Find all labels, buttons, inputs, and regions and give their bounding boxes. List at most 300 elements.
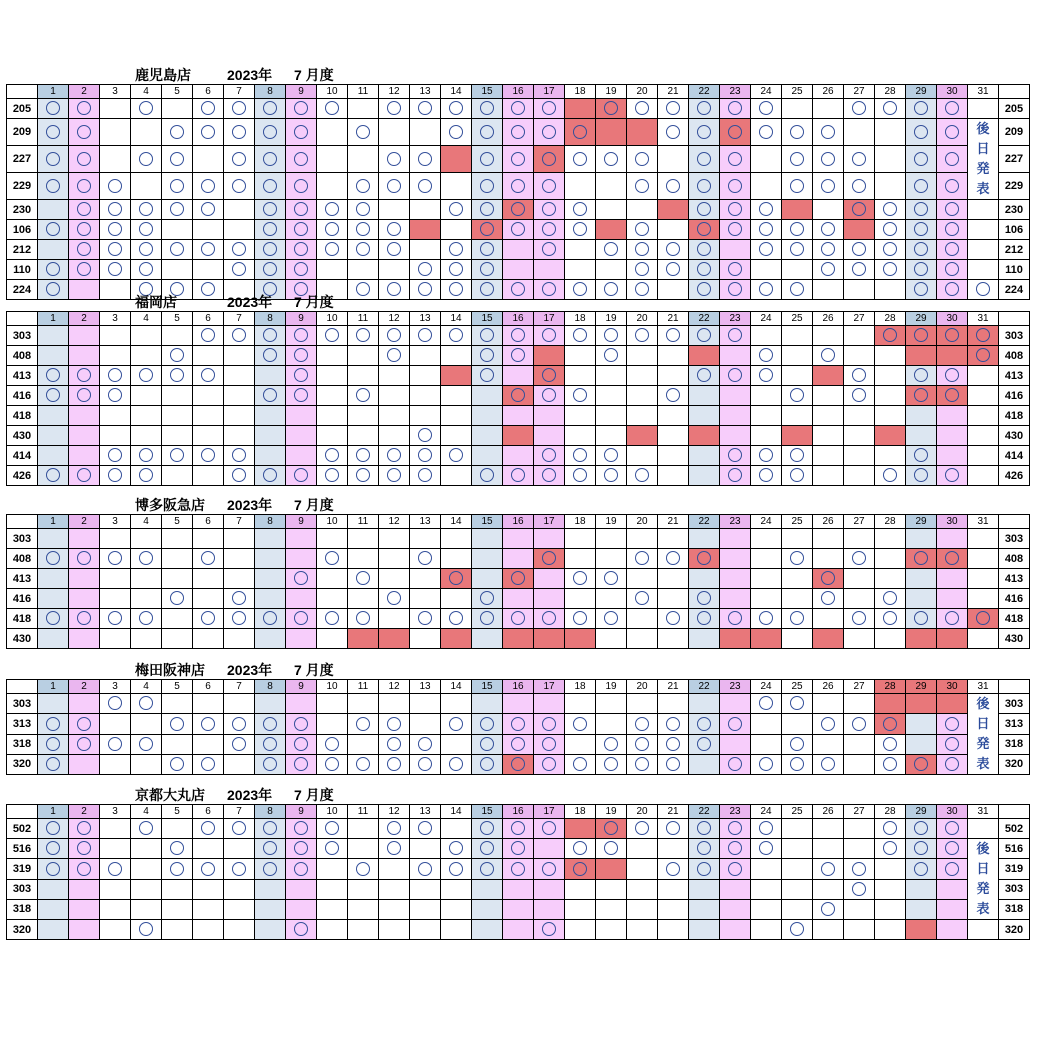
- day-cell[interactable]: [317, 326, 348, 346]
- day-cell[interactable]: [813, 899, 844, 919]
- day-cell[interactable]: [565, 173, 596, 200]
- day-cell[interactable]: [69, 466, 100, 486]
- day-cell[interactable]: [813, 446, 844, 466]
- day-cell[interactable]: [534, 549, 565, 569]
- day-cell[interactable]: [503, 326, 534, 346]
- day-cell[interactable]: [162, 200, 193, 220]
- day-cell[interactable]: [472, 240, 503, 260]
- day-cell[interactable]: [813, 466, 844, 486]
- day-cell[interactable]: [348, 240, 379, 260]
- day-cell[interactable]: [162, 260, 193, 280]
- day-cell[interactable]: [875, 899, 906, 919]
- day-cell[interactable]: [441, 754, 472, 774]
- day-cell[interactable]: [162, 734, 193, 754]
- day-cell[interactable]: [906, 406, 937, 426]
- day-cell[interactable]: [441, 366, 472, 386]
- day-cell[interactable]: [627, 173, 658, 200]
- day-cell[interactable]: [906, 859, 937, 879]
- day-cell[interactable]: [131, 819, 162, 839]
- day-cell[interactable]: [813, 173, 844, 200]
- day-cell[interactable]: [286, 466, 317, 486]
- day-cell[interactable]: [503, 754, 534, 774]
- day-cell[interactable]: [100, 426, 131, 446]
- day-cell[interactable]: [162, 346, 193, 366]
- day-cell[interactable]: [658, 859, 689, 879]
- day-cell[interactable]: [782, 589, 813, 609]
- day-cell[interactable]: [689, 734, 720, 754]
- day-cell[interactable]: [968, 629, 999, 649]
- day-cell[interactable]: [317, 734, 348, 754]
- day-cell[interactable]: [844, 326, 875, 346]
- day-cell[interactable]: [286, 609, 317, 629]
- day-cell[interactable]: [255, 734, 286, 754]
- day-cell[interactable]: [348, 260, 379, 280]
- day-cell[interactable]: [286, 260, 317, 280]
- day-cell[interactable]: [100, 280, 131, 300]
- day-cell[interactable]: [131, 529, 162, 549]
- day-cell[interactable]: [38, 119, 69, 146]
- day-cell[interactable]: [379, 899, 410, 919]
- day-cell[interactable]: [379, 99, 410, 119]
- day-cell[interactable]: [968, 386, 999, 406]
- day-cell[interactable]: [286, 346, 317, 366]
- day-cell[interactable]: [69, 200, 100, 220]
- day-cell[interactable]: [69, 386, 100, 406]
- day-cell[interactable]: [689, 366, 720, 386]
- day-cell[interactable]: [348, 629, 379, 649]
- day-cell[interactable]: [627, 754, 658, 774]
- day-cell[interactable]: [658, 146, 689, 173]
- day-cell[interactable]: [224, 549, 255, 569]
- day-cell[interactable]: [875, 694, 906, 714]
- day-cell[interactable]: [224, 240, 255, 260]
- day-cell[interactable]: [596, 879, 627, 899]
- day-cell[interactable]: [720, 589, 751, 609]
- day-cell[interactable]: [689, 200, 720, 220]
- day-cell[interactable]: [968, 819, 999, 839]
- day-cell[interactable]: [410, 734, 441, 754]
- day-cell[interactable]: [441, 240, 472, 260]
- day-cell[interactable]: [410, 629, 441, 649]
- day-cell[interactable]: [100, 200, 131, 220]
- day-cell[interactable]: [937, 220, 968, 240]
- day-cell[interactable]: [658, 734, 689, 754]
- day-cell[interactable]: [100, 99, 131, 119]
- day-cell[interactable]: [379, 609, 410, 629]
- day-cell[interactable]: [844, 629, 875, 649]
- day-cell[interactable]: [751, 220, 782, 240]
- day-cell[interactable]: [410, 529, 441, 549]
- day-cell[interactable]: [534, 406, 565, 426]
- day-cell[interactable]: [503, 839, 534, 859]
- day-cell[interactable]: [844, 366, 875, 386]
- day-cell[interactable]: [441, 569, 472, 589]
- day-cell[interactable]: [875, 920, 906, 940]
- day-cell[interactable]: [813, 694, 844, 714]
- day-cell[interactable]: [441, 819, 472, 839]
- day-cell[interactable]: [906, 119, 937, 146]
- day-cell[interactable]: [38, 220, 69, 240]
- day-cell[interactable]: [317, 466, 348, 486]
- day-cell[interactable]: [906, 173, 937, 200]
- day-cell[interactable]: [255, 119, 286, 146]
- day-cell[interactable]: [69, 899, 100, 919]
- day-cell[interactable]: [937, 859, 968, 879]
- day-cell[interactable]: [255, 859, 286, 879]
- day-cell[interactable]: [503, 280, 534, 300]
- day-cell[interactable]: [193, 734, 224, 754]
- day-cell[interactable]: [689, 406, 720, 426]
- day-cell[interactable]: [131, 240, 162, 260]
- day-cell[interactable]: [534, 589, 565, 609]
- day-cell[interactable]: [69, 629, 100, 649]
- day-cell[interactable]: [162, 819, 193, 839]
- day-cell[interactable]: [348, 386, 379, 406]
- day-cell[interactable]: [38, 406, 69, 426]
- day-cell[interactable]: [193, 899, 224, 919]
- day-cell[interactable]: [224, 200, 255, 220]
- day-cell[interactable]: [348, 426, 379, 446]
- day-cell[interactable]: [565, 466, 596, 486]
- day-cell[interactable]: [627, 99, 658, 119]
- day-cell[interactable]: [937, 694, 968, 714]
- day-cell[interactable]: [782, 200, 813, 220]
- day-cell[interactable]: [596, 200, 627, 220]
- day-cell[interactable]: [472, 549, 503, 569]
- day-cell[interactable]: [162, 446, 193, 466]
- day-cell[interactable]: [937, 346, 968, 366]
- day-cell[interactable]: [906, 629, 937, 649]
- day-cell[interactable]: [937, 879, 968, 899]
- day-cell[interactable]: [937, 920, 968, 940]
- day-cell[interactable]: [658, 220, 689, 240]
- day-cell[interactable]: [441, 220, 472, 240]
- day-cell[interactable]: [565, 714, 596, 734]
- day-cell[interactable]: [317, 529, 348, 549]
- day-cell[interactable]: [410, 260, 441, 280]
- day-cell[interactable]: [131, 406, 162, 426]
- day-cell[interactable]: [596, 326, 627, 346]
- day-cell[interactable]: [100, 754, 131, 774]
- day-cell[interactable]: [906, 879, 937, 899]
- day-cell[interactable]: [534, 99, 565, 119]
- day-cell[interactable]: [286, 859, 317, 879]
- day-cell[interactable]: [565, 119, 596, 146]
- day-cell[interactable]: [38, 714, 69, 734]
- day-cell[interactable]: [69, 754, 100, 774]
- day-cell[interactable]: [751, 466, 782, 486]
- day-cell[interactable]: [720, 220, 751, 240]
- day-cell[interactable]: [410, 240, 441, 260]
- day-cell[interactable]: [317, 406, 348, 426]
- day-cell[interactable]: [782, 119, 813, 146]
- day-cell[interactable]: [658, 899, 689, 919]
- day-cell[interactable]: [193, 280, 224, 300]
- day-cell[interactable]: [813, 859, 844, 879]
- day-cell[interactable]: [937, 426, 968, 446]
- day-cell[interactable]: [379, 346, 410, 366]
- day-cell[interactable]: [472, 569, 503, 589]
- day-cell[interactable]: [441, 879, 472, 899]
- day-cell[interactable]: [379, 839, 410, 859]
- day-cell[interactable]: [658, 173, 689, 200]
- day-cell[interactable]: [503, 146, 534, 173]
- day-cell[interactable]: [627, 240, 658, 260]
- day-cell[interactable]: [906, 326, 937, 346]
- day-cell[interactable]: [751, 734, 782, 754]
- day-cell[interactable]: [782, 754, 813, 774]
- day-cell[interactable]: [968, 609, 999, 629]
- day-cell[interactable]: [751, 609, 782, 629]
- day-cell[interactable]: [875, 754, 906, 774]
- day-cell[interactable]: [472, 99, 503, 119]
- day-cell[interactable]: [410, 466, 441, 486]
- day-cell[interactable]: [348, 589, 379, 609]
- day-cell[interactable]: [689, 426, 720, 446]
- day-cell[interactable]: [69, 220, 100, 240]
- day-cell[interactable]: [255, 609, 286, 629]
- day-cell[interactable]: [968, 346, 999, 366]
- day-cell[interactable]: [751, 386, 782, 406]
- day-cell[interactable]: [38, 346, 69, 366]
- day-cell[interactable]: [131, 714, 162, 734]
- day-cell[interactable]: [162, 694, 193, 714]
- day-cell[interactable]: [410, 200, 441, 220]
- day-cell[interactable]: [162, 714, 193, 734]
- day-cell[interactable]: [503, 879, 534, 899]
- day-cell[interactable]: [255, 714, 286, 734]
- day-cell[interactable]: [503, 426, 534, 446]
- day-cell[interactable]: [720, 466, 751, 486]
- day-cell[interactable]: [317, 609, 348, 629]
- day-cell[interactable]: [751, 754, 782, 774]
- day-cell[interactable]: [813, 366, 844, 386]
- day-cell[interactable]: [658, 529, 689, 549]
- day-cell[interactable]: [596, 173, 627, 200]
- day-cell[interactable]: [565, 326, 596, 346]
- day-cell[interactable]: [162, 609, 193, 629]
- day-cell[interactable]: [751, 714, 782, 734]
- day-cell[interactable]: [658, 920, 689, 940]
- day-cell[interactable]: [317, 879, 348, 899]
- day-cell[interactable]: [720, 200, 751, 220]
- day-cell[interactable]: [813, 714, 844, 734]
- day-cell[interactable]: [627, 589, 658, 609]
- day-cell[interactable]: [875, 119, 906, 146]
- day-cell[interactable]: [720, 529, 751, 549]
- day-cell[interactable]: [69, 260, 100, 280]
- day-cell[interactable]: [348, 200, 379, 220]
- day-cell[interactable]: [38, 879, 69, 899]
- day-cell[interactable]: [131, 220, 162, 240]
- day-cell[interactable]: [844, 426, 875, 446]
- day-cell[interactable]: [317, 714, 348, 734]
- day-cell[interactable]: [813, 406, 844, 426]
- day-cell[interactable]: [348, 146, 379, 173]
- day-cell[interactable]: [844, 346, 875, 366]
- day-cell[interactable]: [844, 754, 875, 774]
- day-cell[interactable]: [534, 280, 565, 300]
- day-cell[interactable]: [658, 346, 689, 366]
- day-cell[interactable]: [193, 260, 224, 280]
- day-cell[interactable]: [720, 119, 751, 146]
- day-cell[interactable]: [503, 466, 534, 486]
- day-cell[interactable]: [627, 819, 658, 839]
- day-cell[interactable]: [813, 280, 844, 300]
- day-cell[interactable]: [348, 280, 379, 300]
- day-cell[interactable]: [348, 839, 379, 859]
- day-cell[interactable]: [937, 569, 968, 589]
- day-cell[interactable]: [131, 629, 162, 649]
- day-cell[interactable]: [286, 754, 317, 774]
- day-cell[interactable]: [720, 569, 751, 589]
- day-cell[interactable]: [441, 609, 472, 629]
- day-cell[interactable]: [937, 173, 968, 200]
- day-cell[interactable]: [596, 694, 627, 714]
- day-cell[interactable]: [69, 819, 100, 839]
- day-cell[interactable]: [162, 240, 193, 260]
- day-cell[interactable]: [410, 146, 441, 173]
- day-cell[interactable]: [906, 466, 937, 486]
- day-cell[interactable]: [193, 386, 224, 406]
- day-cell[interactable]: [162, 589, 193, 609]
- day-cell[interactable]: [875, 549, 906, 569]
- day-cell[interactable]: [751, 240, 782, 260]
- day-cell[interactable]: [193, 549, 224, 569]
- day-cell[interactable]: [844, 819, 875, 839]
- day-cell[interactable]: [472, 899, 503, 919]
- day-cell[interactable]: [844, 240, 875, 260]
- day-cell[interactable]: [410, 173, 441, 200]
- day-cell[interactable]: [410, 220, 441, 240]
- day-cell[interactable]: [565, 220, 596, 240]
- day-cell[interactable]: [255, 200, 286, 220]
- day-cell[interactable]: [38, 629, 69, 649]
- day-cell[interactable]: [441, 406, 472, 426]
- day-cell[interactable]: [906, 839, 937, 859]
- day-cell[interactable]: [317, 386, 348, 406]
- day-cell[interactable]: [689, 549, 720, 569]
- day-cell[interactable]: [968, 260, 999, 280]
- day-cell[interactable]: [38, 734, 69, 754]
- day-cell[interactable]: [596, 629, 627, 649]
- day-cell[interactable]: [379, 280, 410, 300]
- day-cell[interactable]: [968, 589, 999, 609]
- day-cell[interactable]: [813, 220, 844, 240]
- day-cell[interactable]: [782, 466, 813, 486]
- day-cell[interactable]: [627, 466, 658, 486]
- day-cell[interactable]: [503, 119, 534, 146]
- day-cell[interactable]: [565, 99, 596, 119]
- day-cell[interactable]: [379, 569, 410, 589]
- day-cell[interactable]: [286, 446, 317, 466]
- day-cell[interactable]: [658, 260, 689, 280]
- day-cell[interactable]: [906, 569, 937, 589]
- day-cell[interactable]: [689, 819, 720, 839]
- day-cell[interactable]: [286, 173, 317, 200]
- day-cell[interactable]: [782, 260, 813, 280]
- day-cell[interactable]: [472, 754, 503, 774]
- day-cell[interactable]: [131, 446, 162, 466]
- day-cell[interactable]: [38, 839, 69, 859]
- day-cell[interactable]: [193, 173, 224, 200]
- day-cell[interactable]: [937, 466, 968, 486]
- day-cell[interactable]: [813, 119, 844, 146]
- day-cell[interactable]: [286, 899, 317, 919]
- day-cell[interactable]: [317, 694, 348, 714]
- day-cell[interactable]: [193, 426, 224, 446]
- day-cell[interactable]: [844, 734, 875, 754]
- day-cell[interactable]: [317, 220, 348, 240]
- day-cell[interactable]: [286, 386, 317, 406]
- day-cell[interactable]: [813, 734, 844, 754]
- day-cell[interactable]: [534, 819, 565, 839]
- day-cell[interactable]: [906, 714, 937, 734]
- day-cell[interactable]: [596, 386, 627, 406]
- day-cell[interactable]: [875, 346, 906, 366]
- day-cell[interactable]: [627, 920, 658, 940]
- day-cell[interactable]: [503, 366, 534, 386]
- day-cell[interactable]: [844, 569, 875, 589]
- day-cell[interactable]: [410, 589, 441, 609]
- day-cell[interactable]: [317, 426, 348, 446]
- day-cell[interactable]: [875, 173, 906, 200]
- day-cell[interactable]: [69, 426, 100, 446]
- day-cell[interactable]: [69, 859, 100, 879]
- day-cell[interactable]: [906, 819, 937, 839]
- day-cell[interactable]: [627, 569, 658, 589]
- day-cell[interactable]: [596, 99, 627, 119]
- day-cell[interactable]: [937, 754, 968, 774]
- day-cell[interactable]: [317, 119, 348, 146]
- day-cell[interactable]: [565, 426, 596, 446]
- day-cell[interactable]: [875, 260, 906, 280]
- day-cell[interactable]: [844, 466, 875, 486]
- day-cell[interactable]: [751, 859, 782, 879]
- day-cell[interactable]: [937, 629, 968, 649]
- day-cell[interactable]: [565, 589, 596, 609]
- day-cell[interactable]: [627, 260, 658, 280]
- day-cell[interactable]: [813, 326, 844, 346]
- day-cell[interactable]: [937, 839, 968, 859]
- day-cell[interactable]: [379, 879, 410, 899]
- day-cell[interactable]: [472, 879, 503, 899]
- day-cell[interactable]: [627, 200, 658, 220]
- day-cell[interactable]: [100, 920, 131, 940]
- day-cell[interactable]: [348, 406, 379, 426]
- day-cell[interactable]: [534, 754, 565, 774]
- day-cell[interactable]: [565, 839, 596, 859]
- day-cell[interactable]: [875, 629, 906, 649]
- day-cell[interactable]: [813, 589, 844, 609]
- day-cell[interactable]: [565, 386, 596, 406]
- day-cell[interactable]: [534, 446, 565, 466]
- day-cell[interactable]: [844, 146, 875, 173]
- day-cell[interactable]: [782, 694, 813, 714]
- day-cell[interactable]: [69, 714, 100, 734]
- day-cell[interactable]: [534, 366, 565, 386]
- day-cell[interactable]: [286, 819, 317, 839]
- day-cell[interactable]: [255, 366, 286, 386]
- day-cell[interactable]: [224, 386, 255, 406]
- day-cell[interactable]: [410, 839, 441, 859]
- day-cell[interactable]: [534, 426, 565, 446]
- day-cell[interactable]: [906, 146, 937, 173]
- day-cell[interactable]: [255, 240, 286, 260]
- day-cell[interactable]: [875, 529, 906, 549]
- day-cell[interactable]: [751, 879, 782, 899]
- day-cell[interactable]: [813, 386, 844, 406]
